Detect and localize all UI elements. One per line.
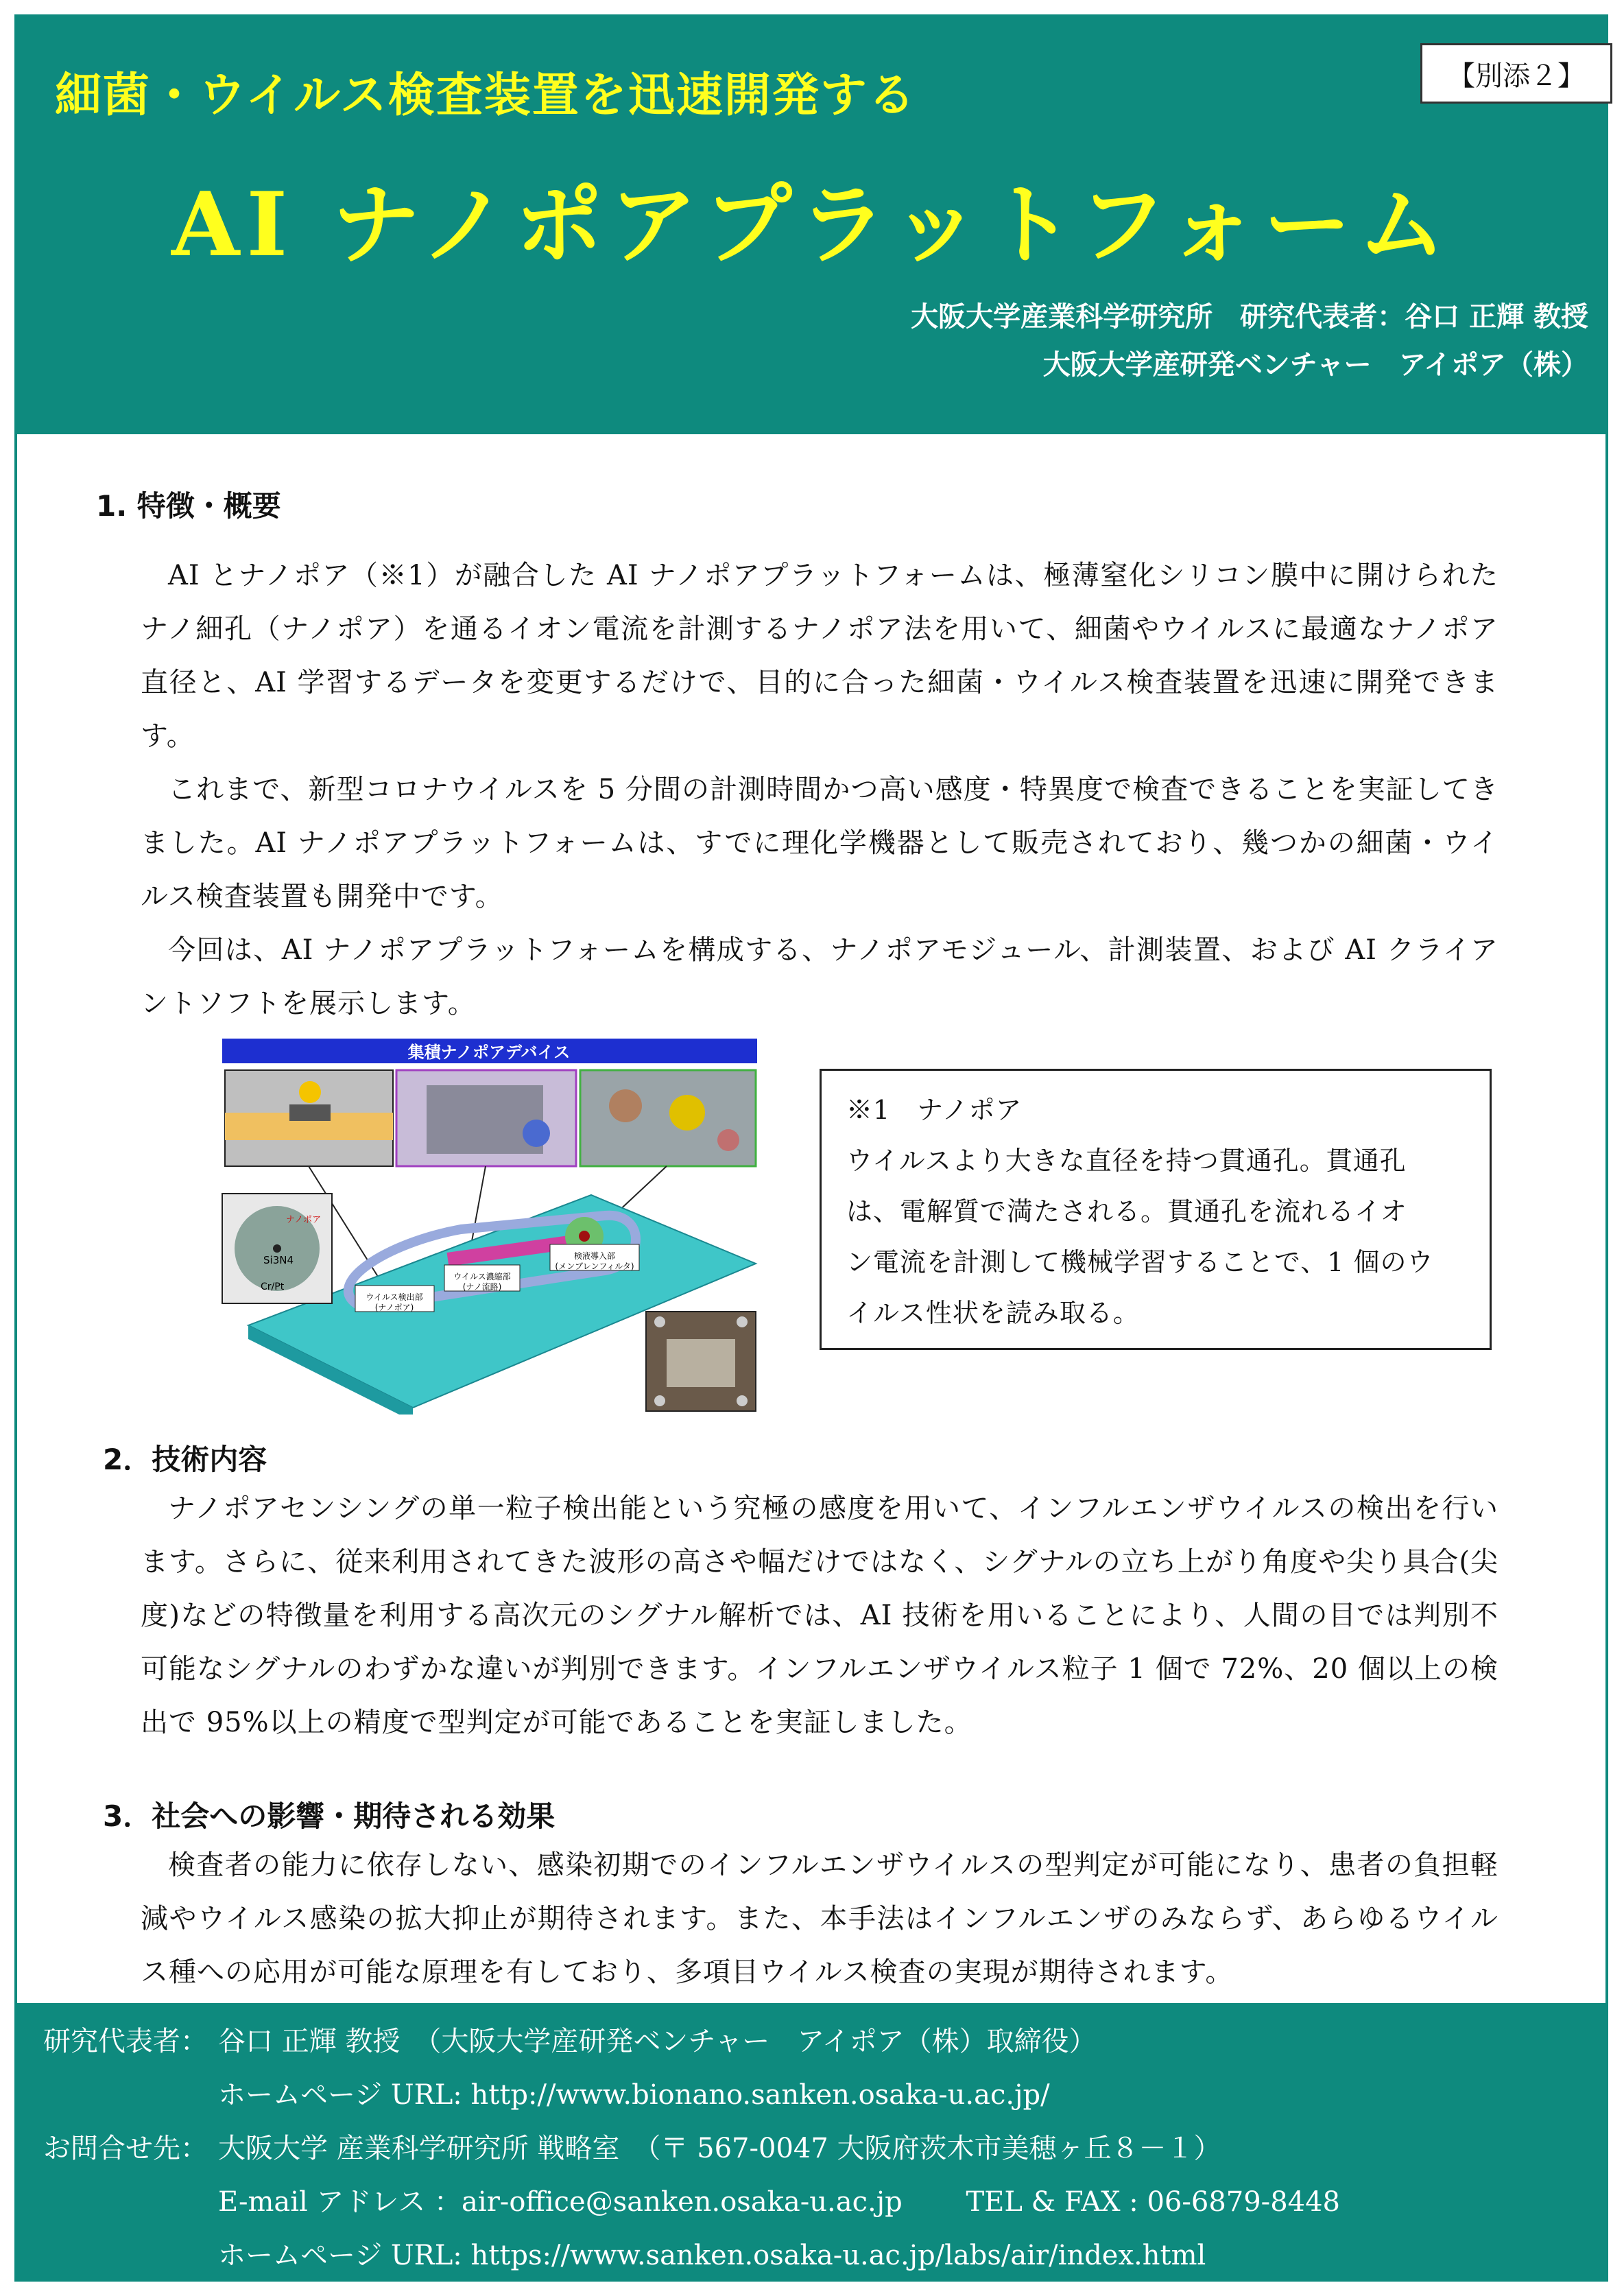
virus-icon (299, 1081, 321, 1103)
note-line: ウイルスより大きな直径を持つ貫通孔。貫通孔 (846, 1146, 1407, 1176)
affiliation-line-1: 大阪大学産業科学研究所 研究代表者：谷口 正輝 教授 (911, 300, 1588, 333)
label-crpt: Cr/Pt (261, 1281, 285, 1292)
section1-paragraph-3: 今回は、AI ナノポアプラットフォームを構成する、ナノポアモジュール、計測装置、および AI クライアントソフトを展示します。 (141, 934, 1498, 1019)
section2-heading: 2．技術内容 (103, 1443, 267, 1476)
figure-banner-text: 集積ナノポアデバイス (407, 1043, 571, 1062)
note-title: ※1 ナノポア (846, 1095, 1023, 1125)
chip-inlet-core (579, 1231, 590, 1242)
particle-icon (609, 1089, 642, 1122)
section2-paragraph: ナノポアセンシングの単一粒子検出能という究極の感度を用いて、インフルエンザウイルスの検出を行います。さらに、従来利用されてきた波形の高さや幅だけではなく、シグナルの立ち上がり角度や尖り具合(尖度)などの特徴量を利用する高次元のシグナル解析では、AI 技術を用いることにより、人間の目では判別不可能なシグナルのわずかな違いが判別できます。インフルエンザウイルス粒子 1 個で 72%、20 個以上の検出で 95%以上の精度で型判定が可能であることを実証しました。 (141, 1493, 1498, 1738)
affiliation-line-2: 大阪大学産研発ベンチャー アイポア（株） (1042, 348, 1588, 381)
panel-filter (580, 1070, 756, 1166)
label-inject: 検液導入部(メンブレンフィルタ) (555, 1251, 634, 1271)
section3-heading: 3．社会への影響・期待される効果 (103, 1799, 556, 1833)
section1-paragraph-1: AI とナノポア（※1）が融合した AI ナノポアプラットフォームは、極薄窒化シリコン膜中に開けられたナノ細孔（ナノポア）を通るイオン電流を計測するナノポア法を用いて、細菌やウイルスに最適なナノポア直径と、AI 学習するデータを変更するだけで、目的に合った細菌・ウイルス検査装置を迅速に開発できます。 (141, 560, 1498, 752)
footer-contact-line (43, 2127, 1221, 2166)
virus-yellow-icon (669, 1095, 705, 1131)
header-subtitle: 細菌・ウイルス検査装置を迅速開発する (55, 68, 916, 123)
label-nanopore: ナノポア (286, 1215, 322, 1225)
section3-paragraph: 検査者の能力に依存しない、感染初期でのインフルエンザウイルスの型判定が可能になり、患者の負担軽減やウイルス感染の拡大抑止が期待されます。また、本手法はインフルエンザのみならず、あらゆるウイルス種への応用が可能な原理を有しており、多項目ウイルス検査の実現が期待されます。 (141, 1849, 1498, 1988)
section1-heading: 1. 特徴・概要 (96, 489, 281, 523)
footer-contact-email[interactable]: E-mail アドレス ：air-office@sanken.osaka-u.ac.jp TEL & FAX : 06-6879-8448 (218, 2186, 1340, 2218)
footer-contact-label: お問合せ先： (43, 2133, 208, 2164)
panel-pore (289, 1104, 331, 1121)
footer-contact-url[interactable]: ホームページ URL: https://www.sanken.osaka-u.ac.jp/labs/air/index.html (218, 2240, 1206, 2271)
page-title: AI ナノポアプラットフォーム (171, 174, 1453, 276)
label-detect: ウイルス検出部(ナノポア) (366, 1292, 423, 1312)
module-screw (654, 1395, 665, 1406)
panel-channel-view (427, 1085, 543, 1154)
note-line: イルス性状を読み取る。 (846, 1298, 1140, 1328)
module-screw (737, 1316, 748, 1327)
virus-blue-icon (523, 1120, 550, 1147)
particle-red-icon (717, 1129, 739, 1151)
section1-paragraph-2: これまで、新型コロナウイルスを 5 分間の計測時間かつ高い感度・特異度で検査できることを実証してきました。AI ナノポアプラットフォームは、すでに理化学機器として販売されており、幾つかの細菌・ウイルス検査装置も開発中です。 (141, 774, 1498, 912)
module-photo-chip (667, 1339, 735, 1387)
module-screw (654, 1316, 665, 1327)
footer-rep-url[interactable]: ホームページ URL: http://www.bionano.sanken.osaka-u.ac.jp/ (218, 2079, 1050, 2111)
label-concentrate: ウイルス濃縮部(ナノ流路) (453, 1272, 511, 1292)
inset-pore (273, 1244, 281, 1253)
nanopore-note-box (820, 1069, 1492, 1350)
module-screw (737, 1395, 748, 1406)
attachment-badge: 【別添２】 (1420, 43, 1612, 104)
footer-rep-value: 谷口 正輝 教授 （大阪大学産研発ベンチャー アイポア（株）取締役） (218, 2026, 1097, 2057)
footer-contact-value: 大阪大学 産業科学研究所 戦略室 （〒 567-0047 大阪府茨木市美穂ヶ丘８－１） (218, 2133, 1221, 2164)
label-sin: Si3N4 (263, 1254, 294, 1266)
note-line: は、電解質で満たされる。貫通孔を流れるイオ (846, 1196, 1407, 1227)
footer-rep-label: 研究代表者： (43, 2026, 208, 2057)
nanopore-device-figure (221, 1037, 759, 1415)
footer-banner (17, 2003, 1605, 2279)
footer-rep-line (43, 2020, 1097, 2059)
note-line: ン電流を計測して機械学習することで、1 個のウ (846, 1247, 1434, 1277)
